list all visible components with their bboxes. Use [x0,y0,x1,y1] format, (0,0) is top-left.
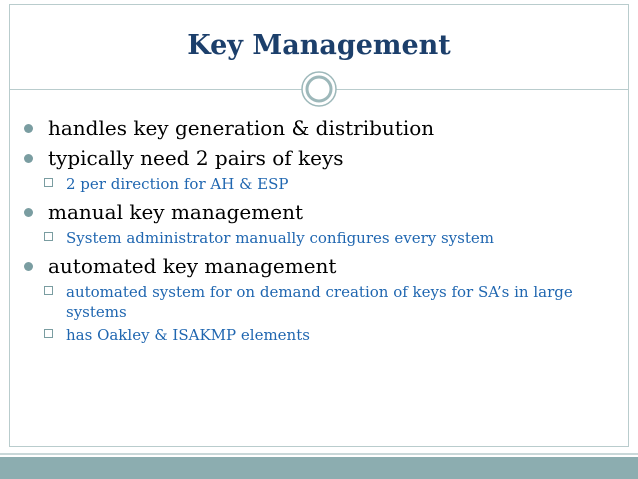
hollow-square-bullet-icon [44,286,53,295]
sub-bullet-text: has Oakley & ISAKMP elements [66,326,310,344]
bullet-text: handles key generation & distribution [48,116,435,140]
filled-circle-bullet-icon [24,154,33,163]
hollow-square-bullet-icon [44,232,53,241]
sub-bullet-text: 2 per direction for AH & ESP [66,175,289,193]
bullet-text: manual key management [48,200,303,224]
hollow-square-bullet-icon [44,178,53,187]
sub-list-item [22,174,618,194]
slide-title: Key Management [187,30,451,61]
sub-bullet-text: System administrator manually configures every system [66,229,494,247]
hollow-square-bullet-icon [44,329,53,338]
filled-circle-bullet-icon [24,124,33,133]
bullet-text: automated key management [48,254,337,278]
sub-list-item [22,325,618,345]
sub-list-item [22,282,618,322]
list-item [22,251,618,281]
sub-bullet-text: automated system for on demand creation of keys for SA’s in large systems [66,283,573,321]
list-item [22,197,618,227]
sub-list-item [22,228,618,248]
bullet-text: typically need 2 pairs of keys [48,146,344,170]
bullet-list [22,113,618,348]
filled-circle-bullet-icon [24,208,33,217]
double-circle-icon [301,71,337,107]
list-item [22,113,618,143]
footer-bar [0,457,638,479]
filled-circle-bullet-icon [24,262,33,271]
list-item [22,143,618,173]
footer-line [0,453,638,455]
